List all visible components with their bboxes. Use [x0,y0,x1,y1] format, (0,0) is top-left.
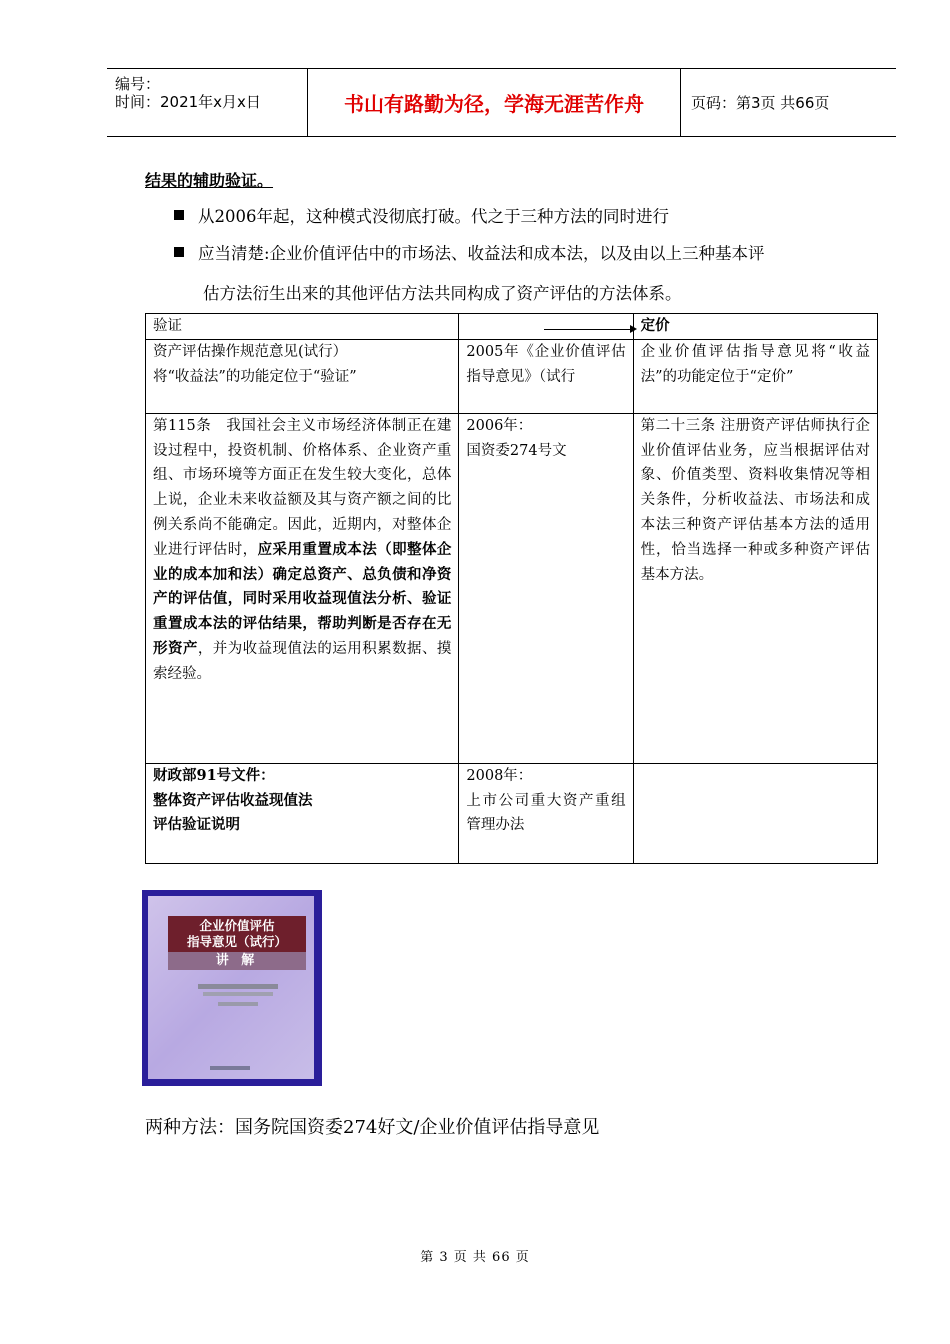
table-row [146,339,878,413]
header-cell-verify [146,314,459,340]
header-pricing-label: 定价 [640,317,670,334]
book-publisher-line [210,1066,250,1070]
page-header [107,68,896,137]
square-bullet-icon [174,247,184,257]
cell-text: 评估验证说明 [153,816,240,834]
table-row [146,763,878,863]
book-title-band [168,916,306,952]
cell-text: 整体资产评估收益现值法 [153,791,313,809]
header-slogan: 书山有路勤为径，学海无涯苦作舟 [308,69,681,136]
table-cell [146,763,459,863]
bullet-item-2 [174,240,765,264]
table-cell [633,413,877,763]
bullet-item-1 [174,203,669,227]
page-footer: 第 3 页 共 66 页 [420,1250,530,1265]
book-author-line [198,984,278,989]
cell-text: 企业价值评估指导意见将“收益法”的功能定位于“定价” [640,343,870,385]
book-cover-image [142,890,322,1086]
table-cell [146,339,459,413]
cell-text: 第二十三条 注册资产评估师执行企业价值评估业务，应当根据评估对象、价值类型、资料收集情况等相关条件，分析收益法、市场法和成本法三种资产评估基本方法的适用性，恰当选择一种或多种资产评估基本方法。 [640,417,870,583]
cell-text: 国资委274号文 [466,442,567,459]
time-label: 时间：2021年x月x日 [115,93,261,111]
table-cell [459,339,633,413]
book-title-line: 指导意见（试行） [186,934,287,949]
cell-text: ，并为收益现值法的运用积累数据、摸索经验。 [153,640,452,682]
cell-text: 财政部91号文件： [153,766,275,784]
cell-text: 上市公司重大资产重组管理办法 [466,792,626,834]
header-meta [107,69,308,136]
cell-text-bold: 应采用重置成本法（即整体企业的成本加和法）确定总资产、总负债和净资产的评估值，同时采用收益现值法分析、验证重置成本法的评估结果，帮助判断是否存在无形资产 [153,540,452,657]
bullet-text-2: 应当清楚:企业价值评估中的市场法、收益法和成本法，以及由以上三种基本评 [198,244,765,263]
table-header-row [146,314,878,340]
table-row [146,413,878,763]
arrow-right-icon [466,314,625,338]
table-cell [146,413,459,763]
closing-line: 两种方法：国务院国资委274好文/企业价值评估指导意见 [145,1117,600,1138]
table-cell [633,763,877,863]
cell-text: 将“收益法”的功能定位于“验证” [153,368,357,385]
book-title-line: 企业价值评估 [199,918,275,933]
header-cell-arrow [459,314,633,340]
square-bullet-icon [174,210,184,220]
book-subtitle: 讲 解 [168,952,306,970]
table-cell [459,763,633,863]
cell-text: 2005年《企业价值评估指导意见》（试行 [466,343,626,385]
book-editor-line [218,1002,258,1006]
cell-paragraph [153,414,451,687]
cell-text: 第115条 我国社会主义市场经济体制正在建设过程中，投资机制、价格体系、企业资产重组、市场环境等方面正在发生较大变化，总体上说，企业未来收益额及其与资产额之间的比例关系尚不能确定。因此，近期内，对整体企业进行评估时， [153,417,452,558]
cell-text: 资产评估操作规范意见(试行） [153,343,348,360]
number-label: 编号： [115,75,161,93]
intro-line: 结果的辅助验证。 [145,171,274,190]
header-verify-label: 验证 [153,318,182,334]
header-cell-pricing [633,314,877,340]
table-cell [459,413,633,763]
cell-text: 2006年： [466,417,533,434]
cell-text: 2008年： [466,767,533,784]
header-page-info: 页码：第3页 共66页 [691,94,830,112]
bullet-text-2-continued: 估方法衍生出来的其他评估方法共同构成了资产评估的方法体系。 [203,284,682,303]
comparison-table [145,313,878,864]
table-cell [633,339,877,413]
book-author-line [203,992,273,996]
bullet-text-1: 从2006年起，这种模式没彻底打破。代之于三种方法的同时进行 [198,207,669,226]
